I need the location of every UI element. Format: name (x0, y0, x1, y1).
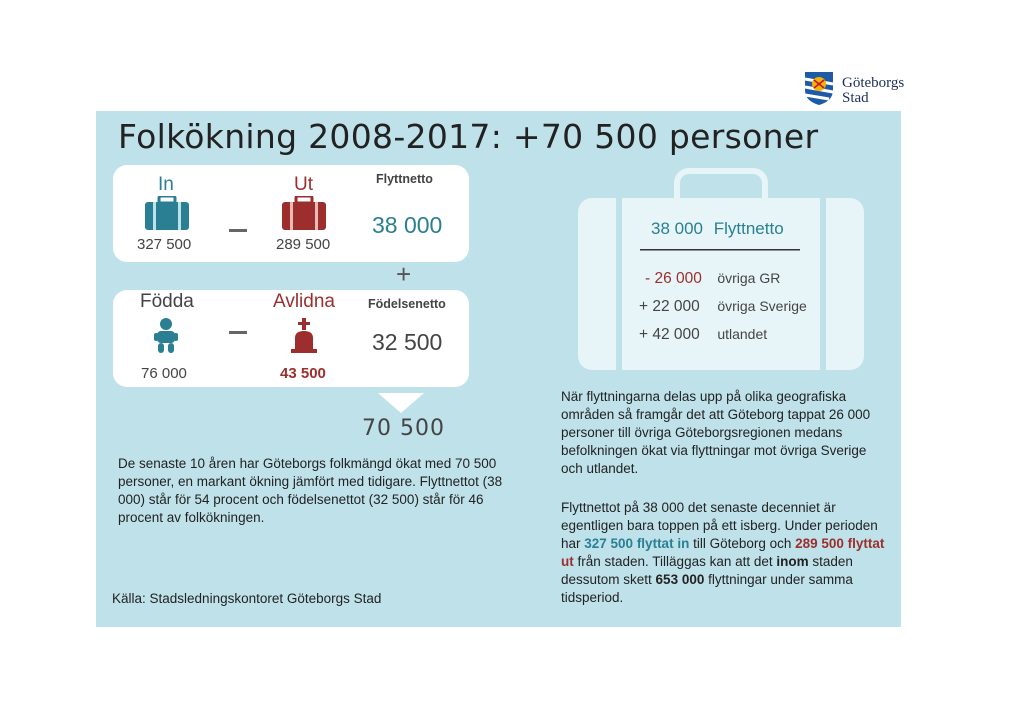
out-value: 289 500 (276, 236, 331, 253)
suitcase-row-value: - 26 000 (645, 270, 702, 287)
in-value: 327 500 (137, 236, 192, 253)
source-note: Källa: Stadsledningskontoret Göteborgs Stad (112, 591, 382, 606)
moved-out-highlight: 289 500 flyttat ut (561, 536, 885, 569)
suitcase-row (639, 298, 807, 316)
suitcase-icon (145, 196, 189, 230)
out-label: Ut (294, 174, 313, 195)
text-run: flyttningar under samma tidsperiod. (561, 572, 853, 605)
logo-line1: Göteborgs (842, 75, 905, 91)
in-label: In (158, 174, 174, 195)
plus-operator: + (396, 259, 412, 289)
suitcase-row-label: övriga GR (717, 270, 781, 286)
text-run: från staden. Tilläggas kan att det (573, 554, 777, 569)
suitcase-head-value: 38 000 (651, 219, 703, 238)
left-paragraph: De senaste 10 åren har Göteborgs folkmängd ökat med 70 500 personer, en markant ökning jämfört med tidigare. Flyttnettot (38 000) står för 54 procent och födelsenettot (32 500) står för 46 procent av folkökningen. (118, 456, 503, 525)
suitcase-row (645, 270, 780, 288)
page-title: Folkökning 2008-2017: +70 500 personer (118, 117, 819, 156)
inom-highlight: inom (776, 554, 809, 569)
migration-net-value: 38 000 (372, 212, 443, 238)
goteborgs-stad-logo (803, 70, 923, 110)
gravestone-icon (291, 318, 317, 354)
text-run: Flyttnettot på 38 000 det senaste decenniet är egentligen bara toppen på ett isberg. Under perioden har (561, 500, 878, 551)
count-highlight: 653 000 (655, 572, 705, 587)
dead-value: 43 500 (280, 365, 326, 382)
birth-net-label: Födelsenetto (368, 297, 446, 311)
right-paragraph-2 (561, 499, 886, 607)
city-crest-icon (803, 70, 835, 106)
suitcase-row-value: + 42 000 (639, 326, 700, 343)
migration-net-label: Flyttnetto (376, 172, 433, 186)
suitcase-row-label: utlandet (717, 326, 768, 342)
dead-label: Avlidna (273, 291, 335, 312)
suitcase-row (639, 326, 767, 344)
minus-operator (229, 229, 247, 232)
logo-line2: Stad (842, 90, 869, 106)
born-value: 76 000 (141, 365, 187, 382)
total-value: 70 500 (362, 416, 445, 441)
suitcase-row-value: + 22 000 (639, 298, 700, 315)
birth-net-value: 32 500 (372, 329, 443, 355)
minus-operator (229, 331, 247, 334)
born-label: Födda (140, 291, 194, 312)
text-run: staden dessutom skett (561, 554, 853, 587)
down-arrow-icon (378, 393, 424, 413)
suitcase-icon (282, 196, 326, 230)
logo-text (842, 76, 904, 106)
suitcase-head-label: Flyttnetto (713, 219, 784, 238)
suitcase-head (651, 219, 784, 239)
baby-icon (154, 318, 178, 354)
text-run: till Göteborg och (689, 536, 796, 551)
suitcase-row-label: övriga Sverige (717, 298, 807, 314)
moved-in-highlight: 327 500 flyttat in (584, 536, 690, 551)
right-paragraph-1: När flyttningarna delas upp på olika geografiska områden så framgår det att Göteborg tappat 26 000 personer till övriga Göteborgsregionen medans befolkningen ökat via flyttningar mot övriga Sverige och utlandet. (561, 389, 871, 476)
